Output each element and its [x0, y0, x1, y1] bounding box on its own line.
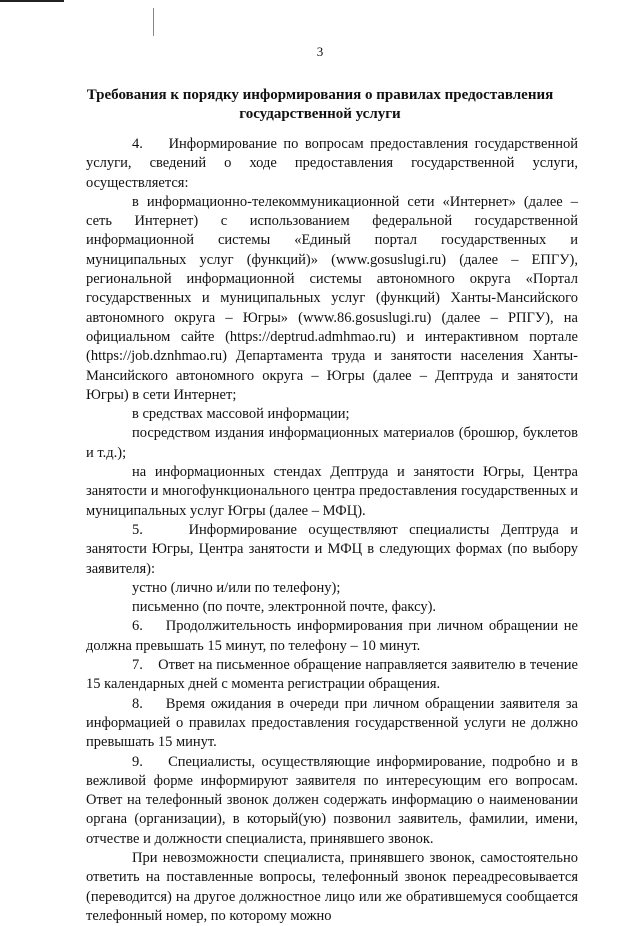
paragraph: 7. Ответ на письменное обращение направляется заявителю в течение 15 календарных дней с момента регистрации обращения.: [86, 657, 578, 693]
page-number: 3: [316, 44, 324, 59]
paragraph: в информационно-телекоммуникационной сети «Интернет» (далее – сеть Интернет) с использованием федеральной государственной информационной системы «Единый портал государственных и муниципальных услуг (функций)» (www.gosuslugi.ru) (далее – ЕПГУ), региональной информационной системы автономного округа «Портал государственных и муниципальных услуг (функций) Ханты-Мансийского автономного округа – Югры» (www.86.gosuslugi.ru) (далее – РПГУ), на официальном сайте (https://deptrud.admhmao.ru) и интерактивном портале (https://job.dznhmao.ru) Департамента труда и занятости населения Ханты-Мансийского автономного округа – Югры (далее – Дептруда и занятости Югры) в сети Интернет;: [86, 193, 578, 403]
paragraph: 6. Продолжительность информирования при личном обращении не должна превышать 15 минут, по телефону – 10 минут.: [86, 618, 578, 654]
paragraph: устно (лично и/или по телефону);: [132, 579, 341, 596]
paragraph: 8. Время ожидания в очереди при личном обращении заявителя за информацией о правилах предоставления государственной услуги не должно превышать 15 минут.: [86, 695, 578, 751]
paragraph: 9. Специалисты, осуществляющие информирование, подробно и в вежливой форме информируют заявителя по интересующим его вопросам. Ответ на телефонный звонок должен содержать информацию о наименовании органа (организации), в который(ую) позвонил заявитель, фамилии, имени, отчестве и должности специалиста, принявшего звонок.: [86, 753, 578, 847]
document-body: [86, 135, 578, 926]
paragraph: письменно (по почте, электронной почте, факсу).: [132, 599, 437, 616]
scan-artifact: [0, 0, 64, 2]
section-title: Требования к порядку информирования о правилах предоставления государственной услуги: [86, 87, 554, 122]
scan-artifact: [153, 8, 154, 36]
paragraph: посредством издания информационных материалов (брошюр, буклетов и т.д.);: [86, 425, 578, 461]
paragraph: При невозможности специалиста, принявшего звонок, самостоятельно ответить на поставленные вопросы, телефонный звонок переадресовывается (переводится) на другое должностное лицо или же обратившемуся сообщается телефонный номер, по которому можно: [86, 849, 578, 924]
paragraph: на информационных стендах Дептруда и занятости Югры, Центра занятости и многофункционального центра предоставления государственных и муниципальных услуг Югры (далее – МФЦ).: [86, 464, 578, 519]
paragraph: 4. Информирование по вопросам предоставления государственной услуги, сведений о ходе предоставления государственной услуги, осуществляется:: [86, 136, 578, 191]
paragraph: 5. Информирование осуществляют специалисты Дептруда и занятости Югры, Центра занятости и МФЦ в следующих формах (по выбору заявителя):: [86, 521, 578, 577]
paragraph: в средствах массовой информации;: [132, 406, 350, 423]
